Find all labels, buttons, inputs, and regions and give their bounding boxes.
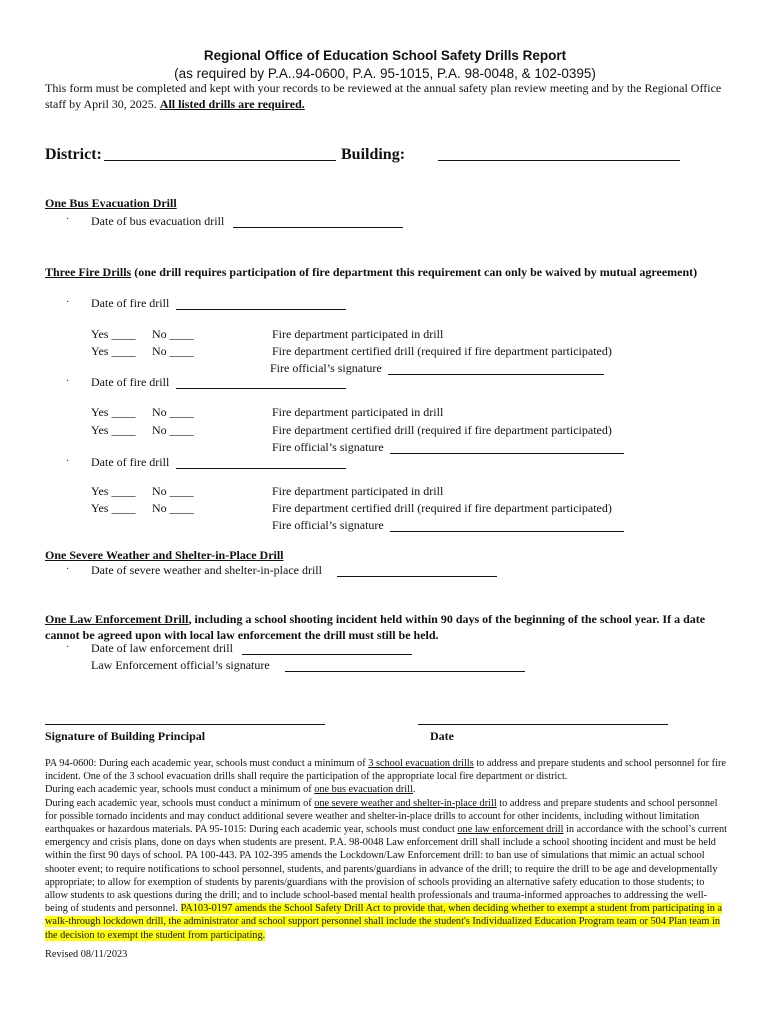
principal-signature-field[interactable] — [45, 724, 325, 725]
weather-drill-heading: One Severe Weather and Shelter-in-Place Drill — [45, 548, 284, 562]
fire2-signature-field[interactable] — [390, 453, 624, 454]
fire2-no-1[interactable]: No ____ — [152, 405, 194, 419]
bullet: · — [66, 642, 70, 653]
legal-paragraph-1 — [45, 757, 727, 783]
legal-text-span: in accordance with the school’s current emergency and crisis plans, done on days when students are present. P.A. 98-0048 Law enforcement drill shall include a school shooting incident and must be held within the first 90 days of school. PA 100-443. PA 102-395 amends the Lockdown/Law Enforcement drill: to ban use of simulations that mimic an actual school shooter event; to require notifications to school personnel, students, and parents/guardians in advance of the drill; to require the drill to be age and developmentally appropriate; to allow for exemption of students by parents/guardians with the provision of schools providing an alternative safety education to those students; to allow students to ask questions during the drill; and to include school-based mental health professionals and trauma-informed approaches to addressing the well-being of students and personnel. — [45, 824, 728, 915]
law-drill-note: , including a school shooting incident held within 90 days of the beginning of the school year. If a date cannot be agreed upon with local law enforcement the drill must still be held. — [45, 612, 706, 642]
fire3-signature-field[interactable] — [390, 531, 624, 532]
fire2-participated-label: Fire department participated in drill — [272, 405, 444, 419]
fire3-participated-label: Fire department participated in drill — [272, 484, 444, 498]
legal-text-underline: 3 school evacuation drills — [368, 758, 474, 769]
fire-drills-title: Three Fire Drills — [45, 265, 132, 279]
district-field[interactable] — [104, 160, 336, 161]
form-subtitle: (as required by P.A..94-0600, P.A. 95-1015, P.A. 98-0048, & 102-0395) — [174, 66, 596, 81]
fire3-yes-2[interactable]: Yes ____ — [91, 501, 136, 515]
intro-text: This form must be completed and kept with your records to be reviewed at the annual safety plan review meeting and by the Regional Office staff by April 30, 2025. — [45, 81, 722, 111]
fire-date-field-1[interactable] — [176, 309, 346, 310]
bullet: · — [66, 214, 70, 225]
fire3-certified-label: Fire department certified drill (required if fire department participated) — [272, 501, 612, 515]
form-title: Regional Office of Education School Safety Drills Report — [203, 48, 567, 63]
bullet: · — [66, 376, 70, 387]
district-label: District: — [45, 146, 102, 163]
fire-date-field-2[interactable] — [176, 388, 346, 389]
fire2-no-2[interactable]: No ____ — [152, 423, 194, 437]
fire-drills-heading — [45, 264, 725, 280]
bullet: · — [66, 564, 70, 575]
intro-paragraph — [45, 80, 725, 112]
fire1-no-2[interactable]: No ____ — [152, 344, 194, 358]
bullet: · — [66, 297, 70, 308]
legal-text-span: During each academic year, schools must conduct a minimum of — [45, 784, 315, 796]
legal-text-span: to address and prepare students and school personnel for fire incident. One of the 3 school evacuation drills shall require the participation of the appropriate local fire department or district. — [45, 758, 726, 783]
fire3-no-1[interactable]: No ____ — [152, 484, 194, 498]
fire1-signature-label: Fire official’s signature — [270, 361, 382, 375]
legal-text-span: PA 94-0600: During each academic year, schools must conduct a minimum of — [45, 758, 369, 769]
fire2-certified-label: Fire department certified drill (required if fire department participated) — [272, 423, 612, 437]
fire2-yes-2[interactable]: Yes ____ — [91, 423, 136, 437]
fire1-yes-2[interactable]: Yes ____ — [91, 344, 136, 358]
bullet: · — [66, 456, 70, 467]
fire1-certified-label: Fire department certified drill (required if fire department participated) — [272, 344, 612, 358]
fire3-signature-label: Fire official’s signature — [272, 518, 384, 532]
fire3-yes-1[interactable]: Yes ____ — [91, 484, 136, 498]
legal-text-underline: one severe weather and shelter-in-place drill — [314, 797, 497, 809]
revised-date: Revised 08/11/2023 — [45, 948, 128, 960]
fire1-participated-label: Fire department participated in drill — [272, 327, 444, 341]
legal-text-highlight: PA103-0197 amends the School Safety Drill Act to provide that, when deciding whether to exempt a student from participating in a walk-through lockdown drill, the administrator and school support personnel shall include the student's Individualized Education Program team or 504 Plan team in the decision to exempt the student from participating. — [45, 903, 723, 941]
fire1-yes-1[interactable]: Yes ____ — [91, 327, 136, 341]
legal-text-underline: one law enforcement drill — [457, 824, 564, 836]
bus-date-field[interactable] — [233, 227, 403, 228]
fire-drills-note: (one drill requires participation of fire department this requirement can only be waived by mutual agreement) — [131, 265, 698, 279]
fire-date-label-1: Date of fire drill — [91, 296, 170, 310]
legal-text-span: to address and prepare students and school personnel for possible tornado incidents and may conduct additional severe weather and shelter-in-place drills to account for other incidents, including without limitation earthquakes or hazardous materials. PA 95-1015: During each academic year, schools must conduct — [45, 797, 718, 836]
fire-date-label-3: Date of fire drill — [91, 455, 170, 469]
law-drill-heading — [45, 611, 730, 643]
principal-signature-label: Signature of Building Principal — [45, 729, 206, 743]
law-drill-title: One Law Enforcement Drill — [45, 612, 189, 626]
legal-text-span: . — [412, 784, 416, 796]
legal-text-span: During each academic year, schools must conduct a minimum of — [45, 797, 315, 809]
fire1-signature-field[interactable] — [388, 374, 604, 375]
legal-paragraph-2 — [45, 783, 727, 796]
principal-date-field[interactable] — [418, 724, 668, 725]
bus-date-label: Date of bus evacuation drill — [91, 214, 225, 228]
fire-date-label-2: Date of fire drill — [91, 375, 170, 389]
building-label: Building: — [341, 146, 406, 163]
weather-date-field[interactable] — [337, 576, 497, 577]
fire2-signature-label: Fire official’s signature — [272, 440, 384, 454]
law-date-field[interactable] — [242, 654, 412, 655]
law-signature-label: Law Enforcement official’s signature — [91, 658, 270, 672]
fire3-no-2[interactable]: No ____ — [152, 501, 194, 515]
legal-text — [45, 757, 727, 961]
intro-emphasis: All listed drills are required. — [159, 97, 305, 111]
fire-date-field-3[interactable] — [176, 468, 346, 469]
weather-date-label: Date of severe weather and shelter-in-place drill — [91, 563, 322, 577]
bus-drill-heading: One Bus Evacuation Drill — [45, 196, 177, 210]
law-signature-field[interactable] — [285, 671, 525, 672]
law-date-label: Date of law enforcement drill — [91, 641, 233, 655]
legal-paragraph-3 — [45, 797, 727, 942]
fire1-no-1[interactable]: No ____ — [152, 327, 194, 341]
fire2-yes-1[interactable]: Yes ____ — [91, 405, 136, 419]
legal-text-underline: one bus evacuation drill — [314, 784, 413, 796]
principal-date-label: Date — [430, 729, 454, 743]
building-field[interactable] — [438, 160, 680, 161]
